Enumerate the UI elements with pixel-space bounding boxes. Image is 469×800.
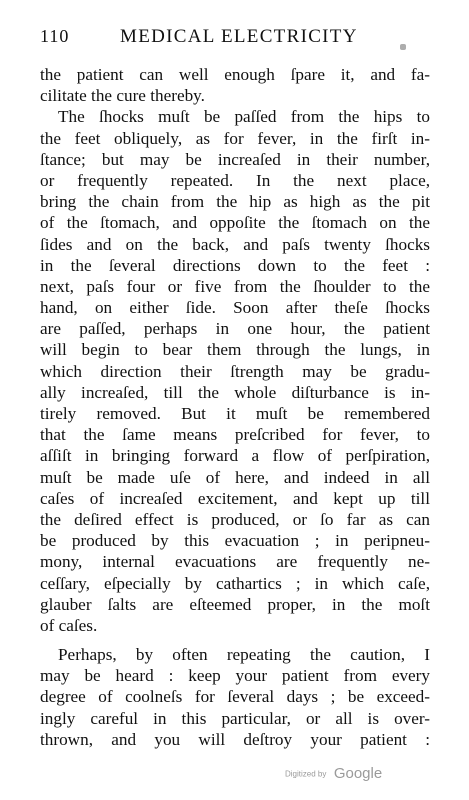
text-line: the deſired effect is produced, or ſo far as can bbox=[40, 509, 430, 529]
running-title: MEDICAL ELECTRICITY bbox=[120, 26, 358, 47]
text-line: may be heard : keep your patient from every bbox=[40, 666, 430, 686]
text-line: Perhaps, by often repeating the caution, I bbox=[58, 645, 430, 665]
text-line: bring the chain from the hip as high as the pit bbox=[40, 192, 430, 212]
text-line: degree of coolneſs for ſeveral days ; be exceed- bbox=[40, 687, 430, 707]
print-speck bbox=[400, 44, 406, 50]
text-line: glauber ſalts are eſteemed proper, in the moſt bbox=[40, 594, 430, 614]
text-line: of the ſtomach, and oppoſite the ſtomach on the bbox=[40, 213, 430, 233]
text-line: next, paſs four or five from the ſhoulder to the bbox=[40, 276, 430, 296]
page-number: 110 bbox=[40, 26, 70, 46]
text-line: muſt be made uſe of here, and indeed in all bbox=[40, 467, 430, 487]
text-line: ally increaſed, till the whole diſturbance is in- bbox=[40, 382, 430, 402]
google-wordmark: Google bbox=[333, 765, 383, 783]
digitized-watermark bbox=[285, 765, 405, 789]
text-line: mony, internal evacuations are frequently ne- bbox=[40, 552, 430, 572]
paragraph-caution bbox=[40, 644, 430, 750]
text-line: ingly careful in this particular, or all is over- bbox=[40, 708, 430, 728]
text-line: tirely removed. But it muſt be remembered bbox=[40, 404, 430, 423]
text-line: cilitate the cure thereby. bbox=[40, 86, 205, 106]
text-line: ſides and on the back, and paſs twenty ſhocks bbox=[40, 234, 430, 254]
paragraph-shocks bbox=[40, 106, 430, 636]
text-line: be produced by this evacuation ; in peripneu- bbox=[40, 531, 430, 551]
text-line: hand, on either ſide. Soon after theſe ſhocks bbox=[40, 298, 430, 318]
text-line: aſſiſt in bringing forward a flow of perſpiration, bbox=[40, 446, 430, 466]
text-line: thrown, and you will deſtroy your patient : bbox=[40, 729, 430, 749]
text-line: ceſſary, eſpecially by cathartics ; in which caſe, bbox=[40, 573, 430, 593]
text-line: will begin to bear them through the lungs, in bbox=[40, 340, 430, 360]
text-line: ſtance; but may be increaſed in their number, bbox=[40, 149, 430, 169]
text-line: which direction their ſtrength may be gradu- bbox=[40, 361, 430, 381]
text-line: the feet obliquely, as for fever, in the firſt in- bbox=[40, 128, 430, 148]
body-text bbox=[40, 64, 430, 750]
text-line: or frequently repeated. In the next place, bbox=[40, 170, 430, 190]
paragraph-continuation bbox=[40, 64, 430, 106]
page-header bbox=[40, 26, 420, 50]
text-line: are paſſed, perhaps in one hour, the patient bbox=[40, 319, 430, 339]
digitized-label: Digitized by bbox=[285, 769, 327, 779]
text-line: in the ſeveral directions down to the feet : bbox=[40, 255, 430, 275]
text-line: caſes of increaſed excitement, and kept up till bbox=[40, 488, 430, 508]
paragraph-spacing bbox=[40, 636, 430, 644]
text-line: of caſes. bbox=[40, 615, 98, 635]
text-line: that the ſame means preſcribed for fever, to bbox=[40, 425, 430, 445]
text-line: the patient can well enough ſpare it, and fa- bbox=[40, 65, 430, 84]
text-line: The ſhocks muſt be paſſed from the hips to bbox=[58, 107, 430, 127]
